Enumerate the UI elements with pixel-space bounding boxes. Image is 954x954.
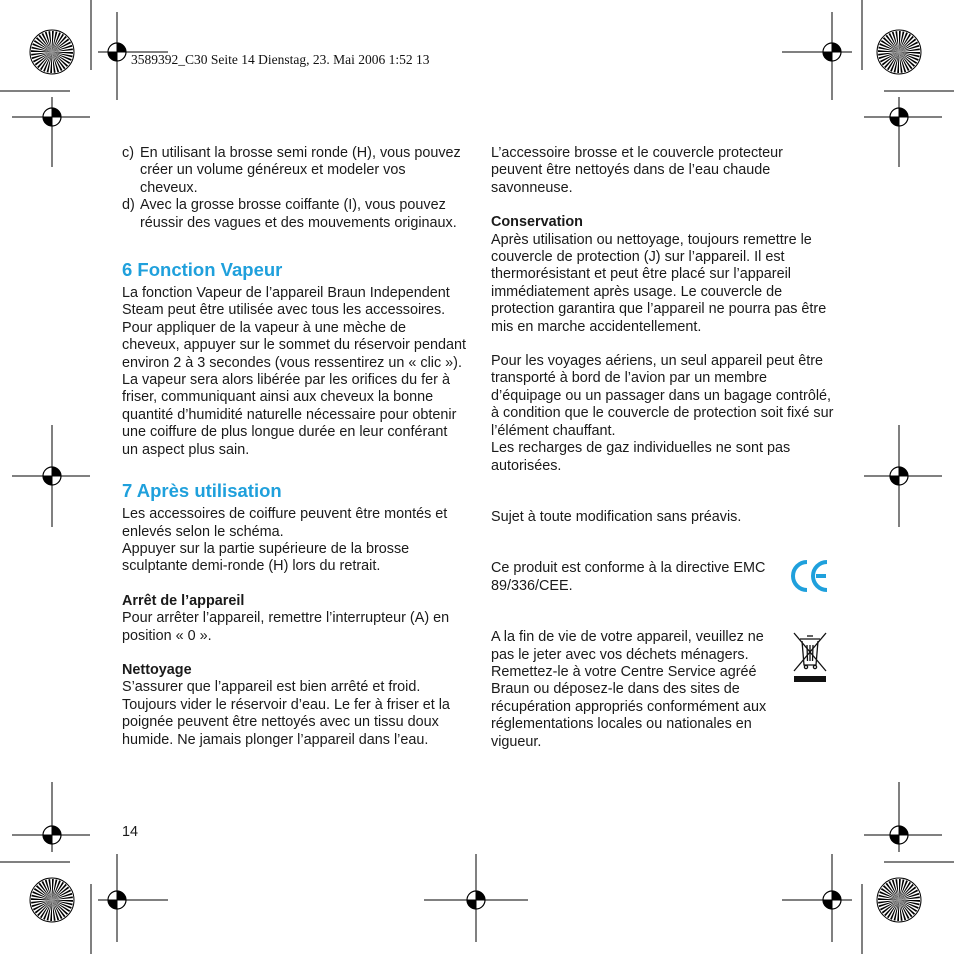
section-heading-apres-utilisation: 7 Après utilisation [122, 480, 282, 502]
subheading-arret: Arrêt de l’appareil [122, 592, 245, 609]
gas-refill-text: Les recharges de gaz individuelles ne sont pas autorisées. [491, 440, 791, 474]
subheading-nettoyage: Nettoyage [122, 661, 192, 678]
page-number: 14 [122, 824, 139, 840]
nettoyage-text: S’assurer que l’appareil est bien arrêté et froid. Toujours vider le réservoir d’eau. Le fer à friser et la poignée peuvent être nettoyés avec un tissu doux humide. Ne jamais plonger l’appareil dans l’eau. [122, 679, 450, 748]
print-imprint: 3589392_C30 Seite 14 Dienstag, 23. Mai 2006 1:52 13 [131, 52, 430, 67]
right-column [491, 145, 836, 751]
subheading-conservation: Conservation [491, 214, 583, 231]
brush-cleaning-text: L’accessoire brosse et le couvercle protecteur peuvent être nettoyés dans de l’eau chaude savonneuse. [491, 145, 783, 196]
travel-text: Pour les voyages aériens, un seul appareil peut être transporté à bord de l’avion par un membre d’équipage ou un passager dans un bagage contrôlé, à condition que le couvercle de protection soit fixé sur l’élément chauffant. [491, 353, 834, 439]
ce-text: Ce produit est conforme à la directive EMC 89/336/CEE. [491, 560, 766, 594]
left-column [122, 145, 467, 749]
starburst-target [877, 878, 921, 922]
apres-utilisation-text-2: Appuyer sur la partie supérieure de la brosse sculptante demi-ronde (H) lors du retrait. [122, 540, 410, 575]
ce-compliance-block [491, 560, 836, 595]
conservation-text: Après utilisation ou nettoyage, toujours remettre le couvercle de protection (J) sur l’appareil. Il est thermorésistant et peut être placé sur l’appareil immédiatement après usage. Le couvercle de protection garantira que l’appareil ne pourra pas être mis en marche accidentellement. [491, 231, 827, 335]
starburst-target [30, 878, 74, 922]
starburst-target [30, 30, 74, 74]
list-label: d) [122, 197, 135, 214]
list-text: En utilisant la brosse semi ronde (H), vous pouvez créer un volume généreux et modeler vos cheveux. [140, 145, 461, 196]
modification-notice: Sujet à toute modification sans préavis. [491, 508, 742, 525]
starburst-target [877, 30, 921, 74]
list-item [122, 197, 467, 232]
ce-mark-icon [790, 558, 830, 599]
section-heading-fonction-vapeur: 6 Fonction Vapeur [122, 259, 283, 281]
list-label: c) [122, 145, 134, 161]
list-item [122, 145, 467, 197]
crossed-out-bin-icon [792, 629, 828, 688]
arret-text: Pour arrêter l’appareil, remettre l’interrupteur (A) en position « 0 ». [122, 610, 450, 644]
fonction-vapeur-text: La fonction Vapeur de l’appareil Braun Independent Steam peut être utilisée avec tous les accessoires. Pour appliquer de la vapeur à une mèche de cheveux, appuyer sur le sommet du réservoir pendant environ 2 à 3 secondes (vous ressentirez un « clic »). La vapeur sera alors libérée par les orifices du fer à friser, communiquant ainsi aux cheveux la bonne quantité d’humidité naturelle nécessaire pour obtenir une coiffure de plus longue durée en leur conférant un aspect plus sain. [122, 285, 466, 458]
apres-utilisation-text-1: Les accessoires de coiffure peuvent être montés et enlevés selon le schéma. [122, 506, 448, 540]
disposal-text: A la fin de vie de votre appareil, veuillez ne pas le jeter avec vos déchets ménagers. Remettez-le à votre Centre Service agréé Braun ou déposez-le dans des sites de récupération appropriés conformément aux réglementations locales ou nationales en vigueur. [491, 629, 767, 750]
list-text: Avec la grosse brosse coiffante (I), vous pouvez réussir des vagues et des mouvements originaux. [140, 197, 457, 231]
disposal-block [491, 629, 836, 751]
